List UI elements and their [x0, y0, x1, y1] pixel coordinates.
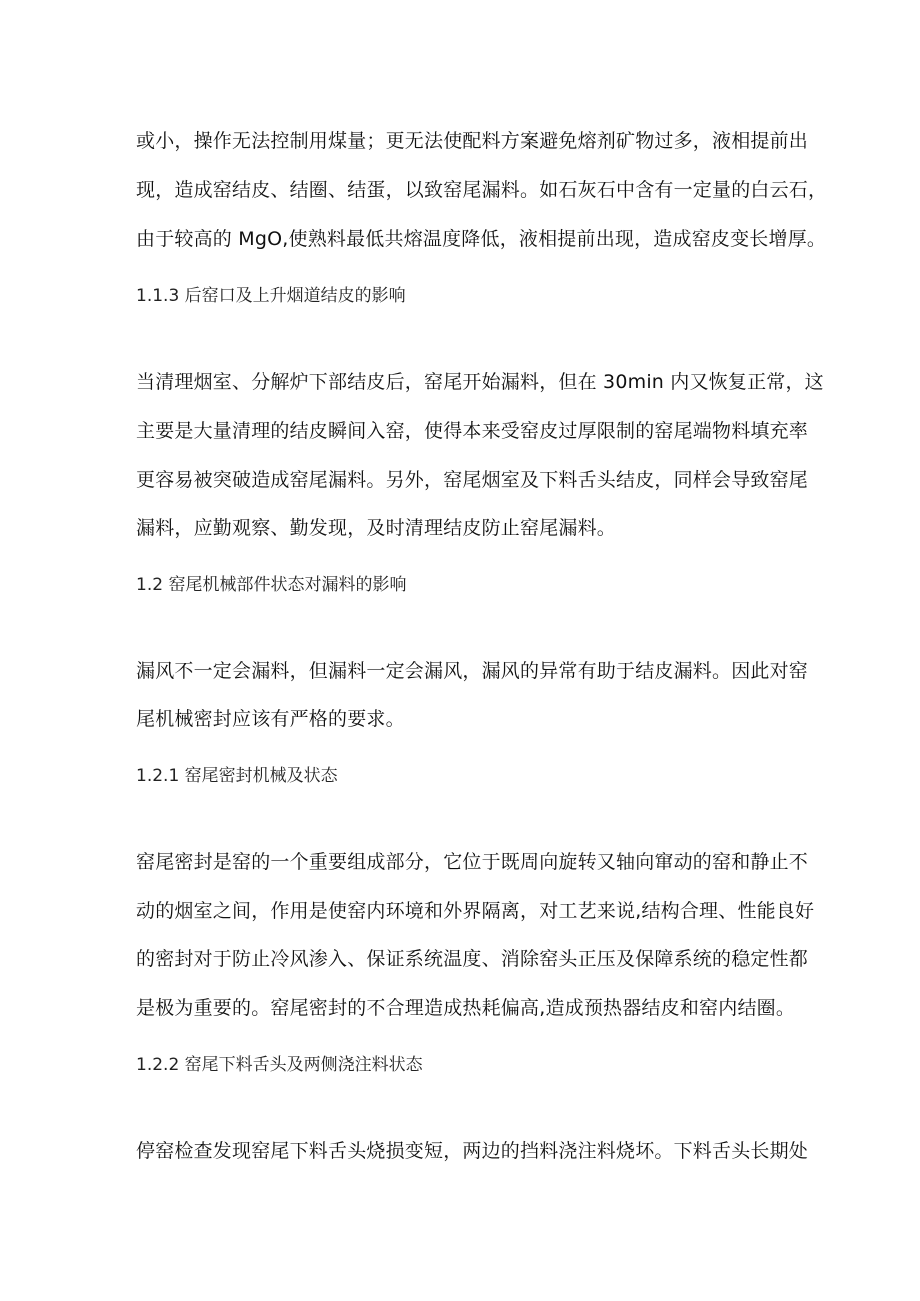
paragraph-line: 当清理烟室、分解炉下部结皮后，窑尾开始漏料，但在 30min 内又恢复正常，这: [136, 371, 824, 393]
paragraph-line: 或小，操作无法控制用煤量；更无法使配料方案避免熔剂矿物过多，液相提前出: [136, 130, 809, 152]
section-heading-1-2-2: 1.2.2 窑尾下料舌头及两侧浇注料状态: [136, 1055, 423, 1075]
paragraph-line: 主要是大量清理的结皮瞬间入窑，使得本来受窑皮过厚限制的窑尾端物料填充率: [136, 420, 809, 442]
paragraph-line: 漏风不一定会漏料，但漏料一定会漏风，漏风的异常有助于结皮漏料。因此对窑: [136, 660, 809, 682]
section-heading-1-2: 1.2 窑尾机械部件状态对漏料的影响: [136, 575, 407, 595]
paragraph-line: 现，造成窑结皮、结圈、结蛋，以致窑尾漏料。如石灰石中含有一定量的白云石，: [136, 179, 828, 201]
paragraph-line: 窑尾密封是窑的一个重要组成部分，它位于既周向旋转又轴向窜动的窑和静止不: [136, 851, 809, 873]
paragraph-line: 由于较高的 MgO,使熟料最低共熔温度降低，液相提前出现，造成窑皮变长增厚。: [136, 228, 827, 250]
paragraph-line: 动的烟室之间，作用是使窑内环境和外界隔离，对工艺来说,结构合理、性能良好: [136, 900, 815, 922]
paragraph-line: 的密封对于防止冷风渗入、保证系统温度、消除窑头正压及保障系统的稳定性都: [136, 948, 809, 970]
paragraph-line: 是极为重要的。窑尾密封的不合理造成热耗偏高,造成预热器结皮和窑内结圈。: [136, 997, 796, 1019]
section-heading-1-2-1: 1.2.1 窑尾密封机械及状态: [136, 766, 338, 786]
paragraph-line: 停窑检查发现窑尾下料舌头烧损变短，两边的挡料浇注料烧坏。下料舌头长期处: [136, 1140, 809, 1162]
paragraph-line: 尾机械密封应该有严格的要求。: [136, 708, 405, 730]
section-heading-1-1-3: 1.1.3 后窑口及上升烟道结皮的影响: [136, 286, 406, 306]
paragraph-line: 更容易被突破造成窑尾漏料。另外，窑尾烟室及下料舌头结皮，同样会导致窑尾: [136, 469, 809, 491]
paragraph-line: 漏料，应勤观察、勤发现，及时清理结皮防止窑尾漏料。: [136, 517, 617, 539]
